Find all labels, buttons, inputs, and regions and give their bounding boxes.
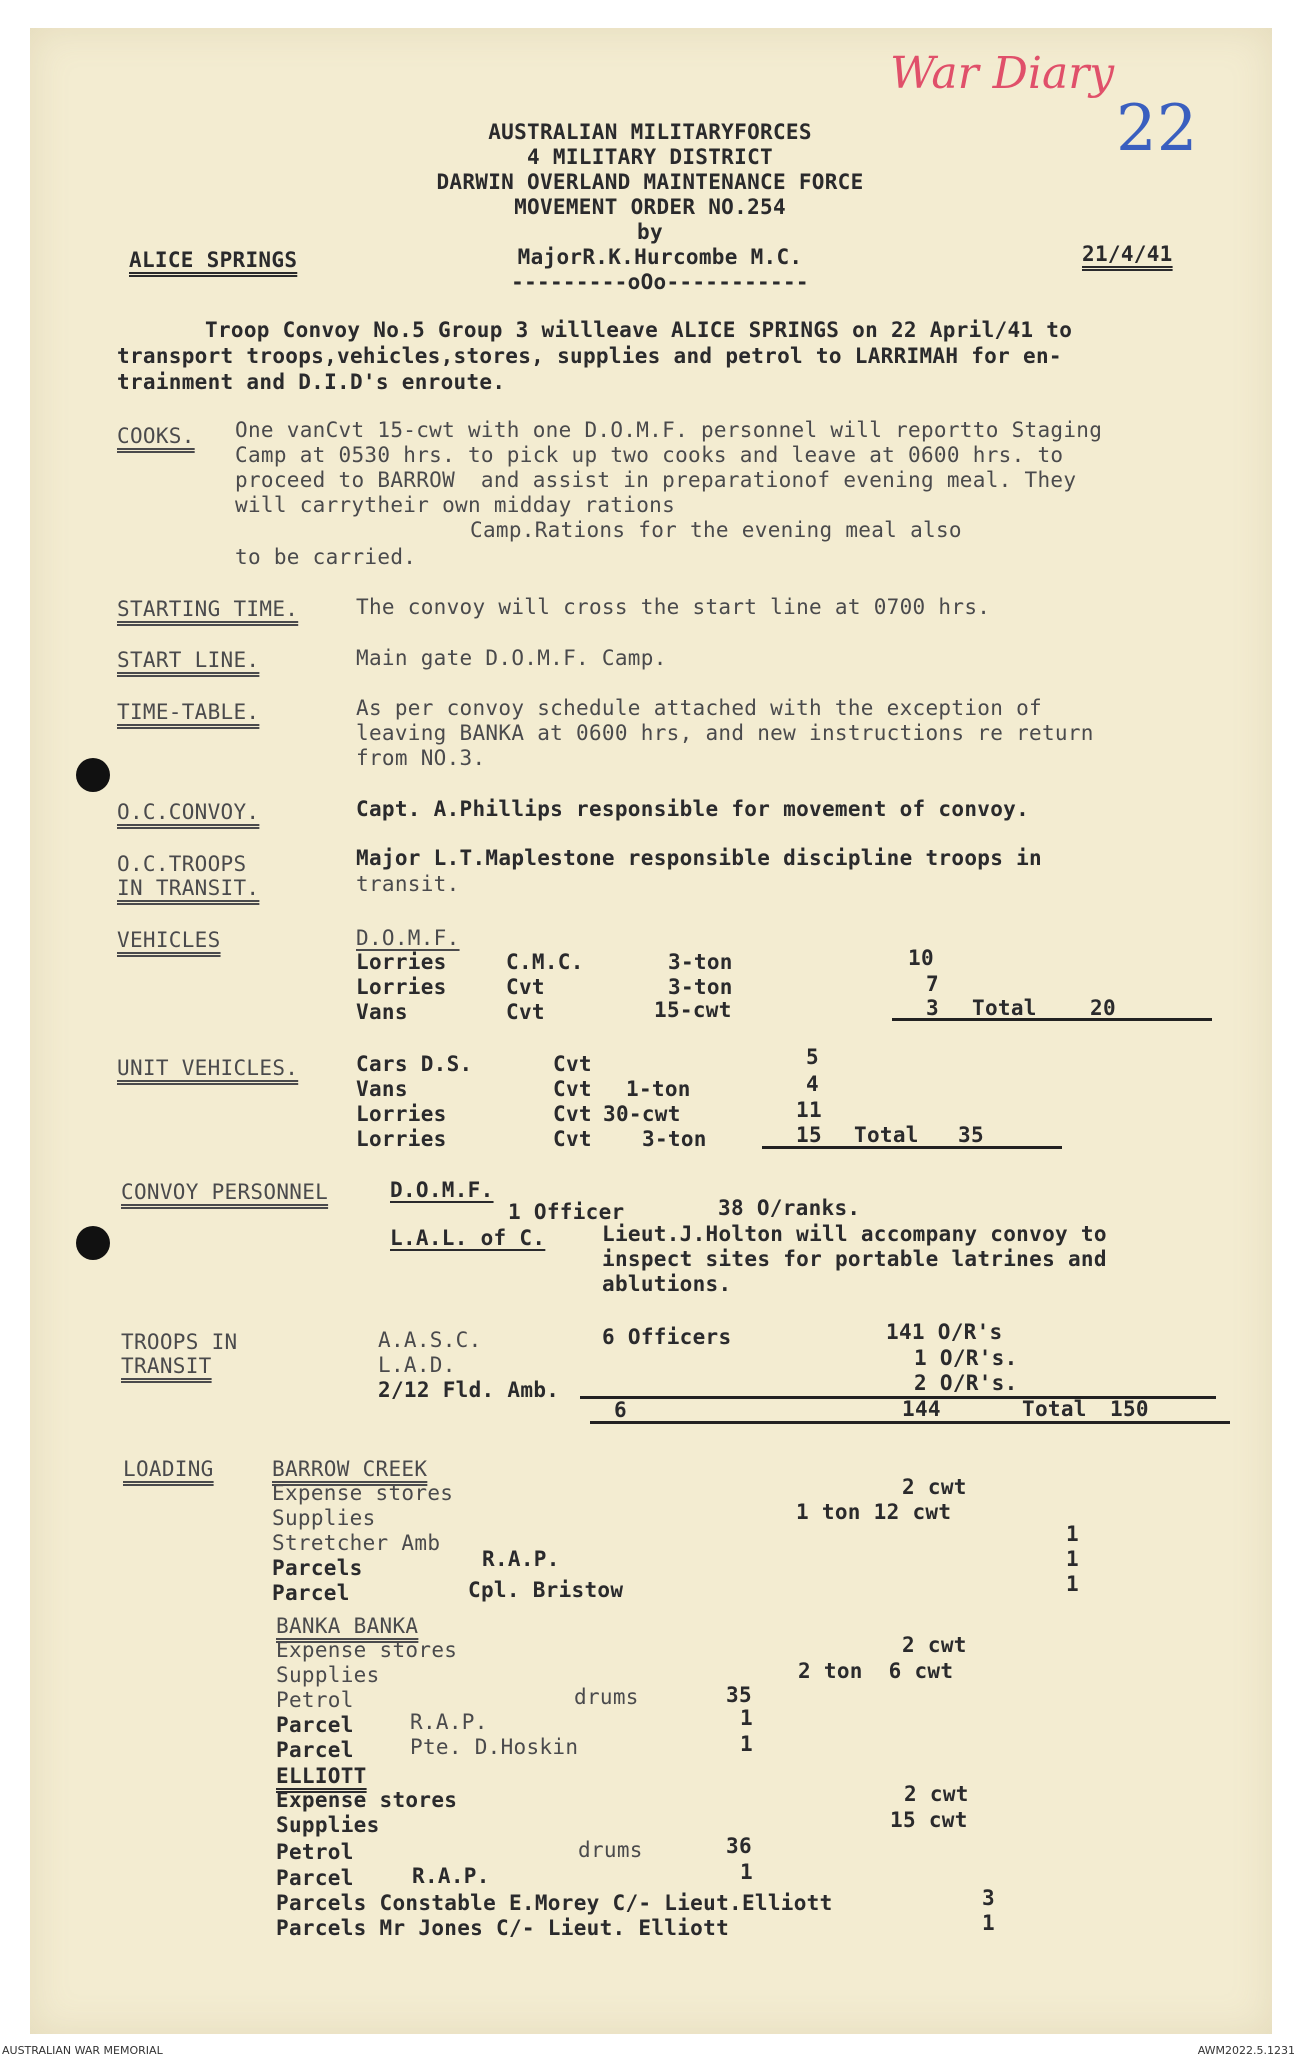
troops-total: 150	[1110, 1397, 1149, 1421]
loading-detail: Pte. D.Hoskin	[410, 1735, 579, 1759]
loading-amount: 15 cwt	[890, 1808, 968, 1832]
header-line: AUSTRALIAN MILITARYFORCES	[488, 120, 812, 144]
loading-label: LOADING	[123, 1457, 214, 1481]
loading-qty: 35	[726, 1683, 752, 1707]
loading-item: Supplies	[276, 1663, 380, 1687]
loading-detail: Cpl. Bristow	[468, 1578, 624, 1602]
loading-amount: 2 cwt	[904, 1782, 969, 1806]
order-date: 21/4/41	[1082, 242, 1173, 266]
footer-credit: AUSTRALIAN WAR MEMORIAL	[2, 2044, 163, 2057]
vehicle-make: C.M.C.	[506, 950, 584, 974]
cooks-line: proceed to BARROW and assist in preparationof evening meal. They	[235, 468, 1077, 492]
loading-qty: 1	[740, 1732, 753, 1756]
troop-ors: 2 O/R's.	[914, 1371, 1018, 1395]
unit-vehicles-label: UNIT VEHICLES.	[117, 1056, 299, 1080]
loading-stop-title: BANKA BANKA	[276, 1614, 419, 1638]
troops-transit-label: TROOPS IN	[121, 1330, 238, 1354]
loading-item: Parcels Constable E.Morey C/- Lieut.Elliott	[276, 1891, 833, 1915]
loading-item: Expense stores	[276, 1788, 458, 1812]
loading-qty: 1	[740, 1706, 753, 1730]
cooks-line: to be carried.	[235, 545, 417, 569]
divider: ---------oOo-----------	[511, 270, 809, 294]
vehicle-make: Cvt	[506, 975, 545, 999]
handwritten-war-diary: War Diary	[890, 48, 1115, 99]
loading-qty: 36	[726, 1834, 752, 1858]
unit-vehicle-size: 30-cwt	[603, 1102, 681, 1126]
punch-hole	[76, 1226, 110, 1260]
start-line-label: START LINE.	[117, 648, 260, 672]
total-rule	[762, 1146, 1062, 1149]
vehicle-size: 3-ton	[668, 950, 733, 974]
unit-vehicle-make: Cvt	[553, 1102, 592, 1126]
unit-vehicle-size: 3-ton	[642, 1127, 707, 1151]
loading-item: Petrol	[276, 1688, 354, 1712]
intro-line: trainment and D.I.D's enroute.	[117, 370, 506, 394]
loading-qty: 3	[982, 1886, 995, 1910]
footer-reference: AWM2022.5.1231	[1197, 2044, 1295, 2057]
loading-item: Supplies	[276, 1813, 380, 1837]
vehicle-qty: 3	[926, 996, 939, 1020]
loading-qty: 1	[740, 1860, 753, 1884]
unit-vehicle-type: Lorries	[356, 1127, 447, 1151]
unit-vehicle-qty: 15	[796, 1123, 822, 1147]
oc-convoy-label: O.C.CONVOY.	[117, 800, 260, 824]
troop-officers: 6 Officers	[602, 1325, 732, 1349]
loading-item: Expense stores	[272, 1481, 454, 1505]
loading-qty: 1	[1066, 1547, 1079, 1571]
vehicle-size: 15-cwt	[654, 998, 732, 1022]
convoy-personnel-label: CONVOY PERSONNEL	[121, 1180, 329, 1204]
lal-label: L.A.L. of C.	[390, 1226, 546, 1250]
page-number: 22	[1116, 92, 1198, 166]
loading-qty: 1	[982, 1911, 995, 1935]
loading-amount: 2 cwt	[902, 1633, 967, 1657]
loading-detail: R.A.P.	[412, 1864, 490, 1888]
cooks-line: One vanCvt 15-cwt with one D.O.M.F. personnel will reportto Staging	[235, 418, 1103, 442]
header-line: MOVEMENT ORDER NO.254	[514, 195, 786, 219]
loading-item: Parcels	[272, 1556, 363, 1580]
troop-unit: 2/12 Fld. Amb.	[378, 1378, 560, 1402]
personnel-unit: D.O.M.F.	[390, 1178, 494, 1202]
vehicles-total-label: Total	[972, 996, 1037, 1020]
vehicles-label: VEHICLES	[117, 928, 221, 952]
lal-line: Lieut.J.Holton will accompany convoy to	[602, 1222, 1107, 1246]
loading-item: Expense stores	[276, 1638, 458, 1662]
unit-vehicle-type: Cars D.S.	[356, 1052, 473, 1076]
unit-vehicle-qty: 5	[806, 1045, 819, 1069]
total-rule	[892, 1018, 1212, 1021]
loading-detail: R.A.P.	[482, 1547, 560, 1571]
oc-convoy-text: Capt. A.Phillips responsible for movement of convoy.	[356, 797, 1030, 821]
header-line: by	[637, 220, 663, 244]
loading-amount: 2 cwt	[902, 1475, 967, 1499]
vehicle-size: 3-ton	[668, 975, 733, 999]
cooks-line: Camp.Rations for the evening meal also	[470, 518, 962, 542]
unit-vehicles-total-label: Total	[854, 1123, 919, 1147]
unit-vehicle-size: 1-ton	[626, 1077, 691, 1101]
troops-transit-label: TRANSIT	[121, 1354, 212, 1378]
loading-item: Stretcher Amb	[272, 1531, 441, 1555]
troop-ors: 1 O/R's.	[914, 1346, 1018, 1370]
cooks-label: COOKS.	[117, 424, 195, 448]
loading-item: Parcels Mr Jones C/- Lieut. Elliott	[276, 1916, 730, 1940]
unit-vehicles-total: 35	[958, 1123, 984, 1147]
oc-troops-line: transit.	[356, 872, 460, 896]
personnel-ranks: 38 O/ranks.	[718, 1196, 861, 1220]
cooks-line: will carrytheir own midday rations	[235, 493, 676, 517]
loading-item: Parcel	[276, 1713, 354, 1737]
loading-unit: drums	[578, 1838, 643, 1862]
unit-vehicle-make: Cvt	[553, 1127, 592, 1151]
loading-item: Supplies	[272, 1506, 376, 1530]
lal-line: inspect sites for portable latrines and	[602, 1247, 1107, 1271]
vehicle-make: Cvt	[506, 1000, 545, 1024]
troops-total-officers: 6	[614, 1398, 627, 1422]
unit-vehicle-make: Cvt	[553, 1077, 592, 1101]
loading-amount: 2 ton 6 cwt	[798, 1659, 954, 1683]
unit-vehicle-qty: 11	[796, 1098, 822, 1122]
loading-stop-title: BARROW CREEK	[272, 1457, 428, 1481]
troops-total-ors: 144	[902, 1397, 941, 1421]
vehicles-total: 20	[1090, 996, 1116, 1020]
unit-vehicle-qty: 4	[806, 1072, 819, 1096]
loading-amount: 1 ton 12 cwt	[796, 1500, 952, 1524]
loading-item: Parcel	[276, 1866, 354, 1890]
time-table-line: As per convoy schedule attached with the exception of	[356, 696, 1042, 720]
loading-item: Parcel	[276, 1738, 354, 1762]
header-line: DARWIN OVERLAND MAINTENANCE FORCE	[436, 170, 864, 194]
time-table-line: leaving BANKA at 0600 hrs, and new instructions re return	[356, 721, 1094, 745]
cooks-line: Camp at 0530 hrs. to pick up two cooks and leave at 0600 hrs. to	[235, 443, 1064, 467]
loading-item: Petrol	[276, 1840, 354, 1864]
loading-unit: drums	[574, 1685, 639, 1709]
intro-line: transport troops,vehicles,stores, supplies and petrol to LARRIMAH for en-	[117, 344, 1062, 368]
author: MajorR.K.Hurcombe M.C.	[517, 245, 803, 269]
starting-time-label: STARTING TIME.	[117, 597, 299, 621]
total-rule	[590, 1421, 1230, 1424]
lal-line: ablutions.	[602, 1272, 732, 1296]
vehicle-qty: 7	[926, 972, 939, 996]
troop-unit: L.A.D.	[378, 1353, 456, 1377]
time-table-line: from NO.3.	[356, 746, 486, 770]
vehicle-type: Vans	[356, 1000, 408, 1024]
loading-item: Parcel	[272, 1581, 350, 1605]
loading-qty: 1	[1066, 1572, 1079, 1596]
personnel-officers: 1 Officer	[508, 1200, 625, 1224]
vehicle-type: Lorries	[356, 950, 447, 974]
troop-unit: A.A.S.C.	[378, 1328, 482, 1352]
vehicle-type: Lorries	[356, 975, 447, 999]
vehicles-unit: D.O.M.F.	[356, 926, 460, 950]
oc-troops-label: O.C.TROOPS	[117, 852, 247, 876]
time-table-label: TIME-TABLE.	[117, 700, 260, 724]
unit-vehicle-type: Lorries	[356, 1102, 447, 1126]
troop-ors: 141 O/R's	[886, 1320, 1003, 1344]
oc-troops-line: Major L.T.Maplestone responsible discipline troops in	[356, 846, 1042, 870]
header-line: 4 MILITARY DISTRICT	[527, 145, 773, 169]
oc-troops-label: IN TRANSIT.	[117, 876, 260, 900]
loading-detail: R.A.P.	[410, 1710, 488, 1734]
unit-vehicle-type: Vans	[356, 1077, 408, 1101]
loading-stop-title: ELLIOTT	[276, 1764, 367, 1788]
unit-vehicle-make: Cvt	[553, 1052, 592, 1076]
place: ALICE SPRINGS	[129, 248, 298, 272]
vehicle-qty: 10	[908, 946, 934, 970]
troops-total-label: Total	[1022, 1397, 1087, 1421]
start-line-text: Main gate D.O.M.F. Camp.	[356, 646, 667, 670]
starting-time-text: The convoy will cross the start line at 0700 hrs.	[356, 595, 991, 619]
intro-line: Troop Convoy No.5 Group 3 willleave ALICE SPRINGS on 22 April/41 to	[205, 318, 1073, 342]
loading-qty: 1	[1066, 1522, 1079, 1546]
punch-hole	[76, 758, 110, 792]
